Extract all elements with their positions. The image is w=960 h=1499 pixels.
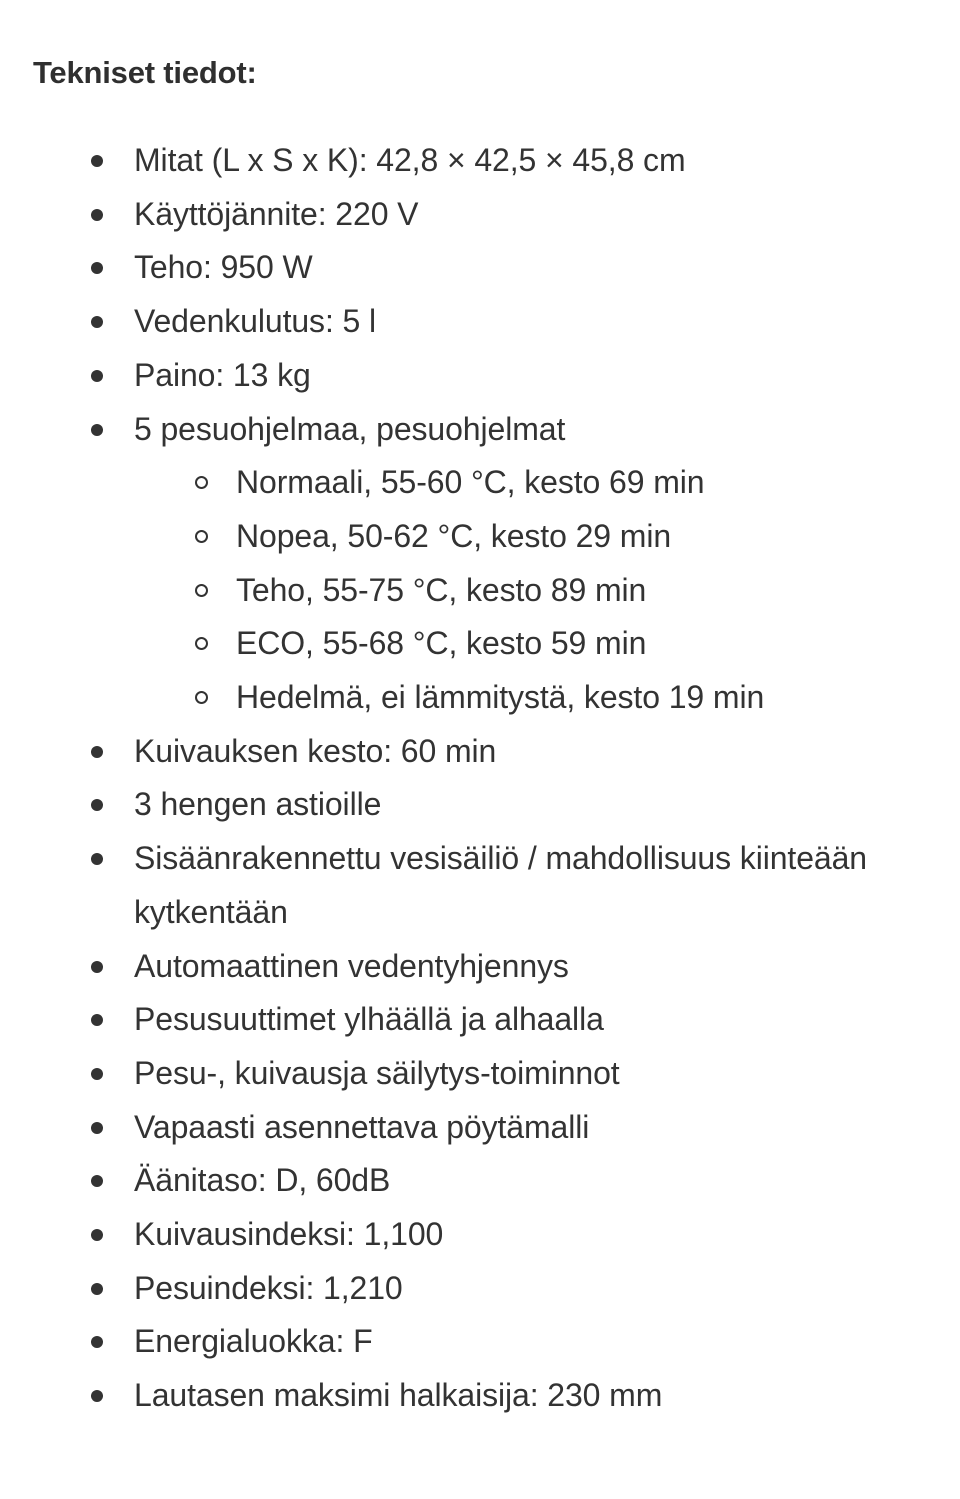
list-item-power <box>0 241 960 295</box>
sublist-item-text: Teho, 55-75 °C, kesto 89 min <box>236 571 647 608</box>
list-item-text: Sisäänrakennettu vesisäiliö / mahdollisuus kiinteään kytkentään <box>134 840 868 930</box>
bullet-circle-icon <box>195 476 208 489</box>
bullet-dot-icon <box>91 424 103 436</box>
bullet-dot-icon <box>91 746 103 758</box>
specs-list <box>0 134 960 1423</box>
list-item-dimensions <box>0 134 960 188</box>
list-item-auto-drain <box>0 940 960 994</box>
sublist-item-program-quick <box>134 510 960 564</box>
list-item-text: Vapaasti asennettava pöytämalli <box>134 1108 590 1145</box>
list-item-text: Mitat (L x S x K): 42,8 × 42,5 × 45,8 cm <box>134 142 686 178</box>
bullet-dot-icon <box>91 1175 103 1187</box>
bullet-dot-icon <box>91 853 103 865</box>
list-item-text: Lautasen maksimi halkaisija: 230 mm <box>134 1377 663 1414</box>
list-item-washing-index <box>0 1262 960 1316</box>
list-item-text: Pesuindeksi: 1,210 <box>134 1269 403 1306</box>
bullet-circle-icon <box>195 530 208 543</box>
list-item-noise-level <box>0 1154 960 1208</box>
list-item-text: Vedenkulutus: 5 l <box>134 303 377 340</box>
bullet-circle-icon <box>195 637 208 650</box>
sublist-item-text: Nopea, 50-62 °C, kesto 29 min <box>236 517 672 554</box>
list-item-voltage <box>0 188 960 242</box>
bullet-dot-icon <box>91 1068 103 1080</box>
bullet-dot-icon <box>91 1283 103 1295</box>
list-item-text: Paino: 13 kg <box>134 356 311 393</box>
bullet-circle-icon <box>195 584 208 597</box>
list-item-installation <box>0 1101 960 1155</box>
wash-programs-sublist <box>134 456 960 725</box>
list-item-functions <box>0 1047 960 1101</box>
bullet-dot-icon <box>91 1122 103 1134</box>
bullet-dot-icon <box>91 155 103 167</box>
bullet-dot-icon <box>91 961 103 973</box>
section-heading: Tekniset tiedot: <box>33 55 257 90</box>
sublist-item-text: Hedelmä, ei lämmitystä, kesto 19 min <box>236 679 765 716</box>
list-item-water-tank <box>0 832 960 939</box>
list-item-text: Äänitaso: D, 60dB <box>134 1162 391 1199</box>
sublist-item-text: ECO, 55-68 °C, kesto 59 min <box>236 625 647 662</box>
bullet-dot-icon <box>91 1014 103 1026</box>
list-item-text: Kuivauksen kesto: 60 min <box>134 732 497 769</box>
list-item-water-consumption <box>0 295 960 349</box>
list-item-text: Kuivausindeksi: 1,100 <box>134 1216 444 1253</box>
list-item-capacity <box>0 778 960 832</box>
bullet-dot-icon <box>91 209 103 221</box>
sublist-item-program-intensive <box>134 564 960 618</box>
bullet-dot-icon <box>91 370 103 382</box>
list-item-text: Automaattinen vedentyhjennys <box>134 947 569 984</box>
list-item-text: Pesu-, kuivausja säilytys-toiminnot <box>134 1054 620 1091</box>
list-item-drying-index <box>0 1208 960 1262</box>
sublist-item-program-fruit <box>134 671 960 725</box>
sublist-item-program-normal <box>134 456 960 510</box>
list-item-max-plate-diameter <box>0 1369 960 1423</box>
list-item-energy-class <box>0 1315 960 1369</box>
sublist-item-program-eco <box>134 617 960 671</box>
bullet-dot-icon <box>91 262 103 274</box>
list-item-text: Teho: 950 W <box>134 249 313 286</box>
list-item-text: Käyttöjännite: 220 V <box>134 195 419 232</box>
list-item-drying-time <box>0 725 960 779</box>
bullet-dot-icon <box>91 799 103 811</box>
list-item-text: Energialuokka: F <box>134 1323 373 1360</box>
bullet-dot-icon <box>91 1229 103 1241</box>
list-item-spray-arms <box>0 993 960 1047</box>
bullet-dot-icon <box>91 316 103 328</box>
list-item-wash-programs <box>0 403 960 725</box>
bullet-dot-icon <box>91 1336 103 1348</box>
bullet-circle-icon <box>195 691 208 704</box>
list-item-text: Pesusuuttimet ylhäällä ja alhaalla <box>134 1001 604 1038</box>
list-item-weight <box>0 349 960 403</box>
sublist-item-text: Normaali, 55-60 °C, kesto 69 min <box>236 464 705 501</box>
bullet-dot-icon <box>91 1390 103 1402</box>
list-item-text: 5 pesuohjelmaa, pesuohjelmat <box>134 410 566 447</box>
list-item-text: 3 hengen astioille <box>134 786 382 823</box>
